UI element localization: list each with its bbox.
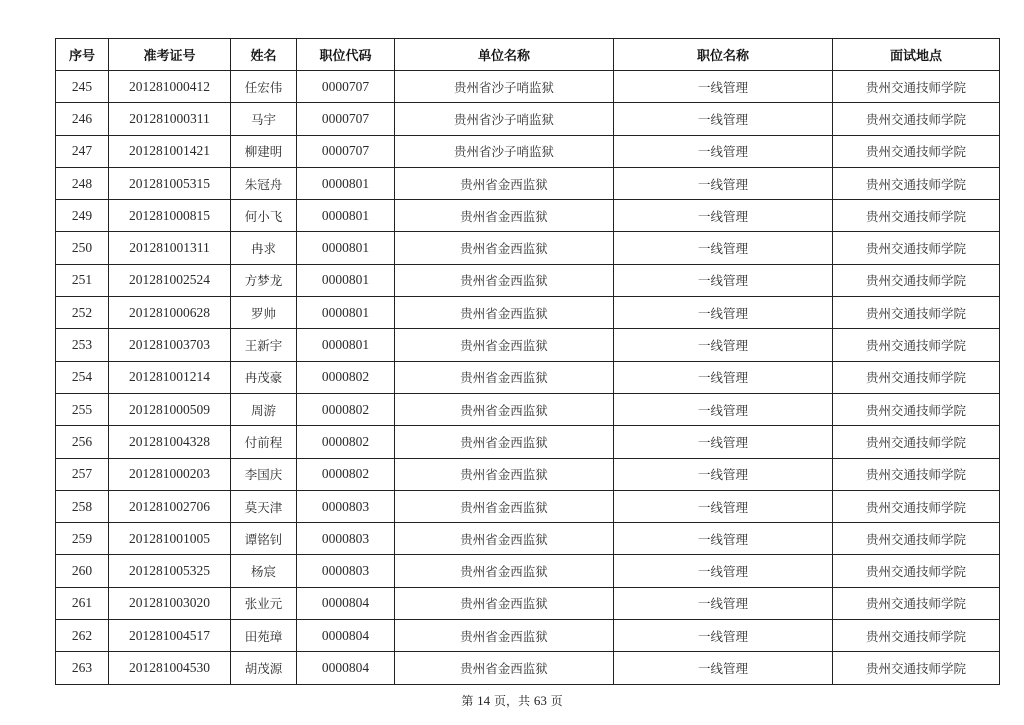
cell-position-name: 一线管理 [614, 167, 833, 199]
header-serial: 序号 [56, 39, 109, 71]
table-row [56, 103, 1000, 135]
cell-name: 方梦龙 [231, 264, 297, 296]
cell-unit-name: 贵州省金西监狱 [395, 329, 614, 361]
cell-serial: 247 [56, 135, 109, 167]
cell-ticket-number: 201281001421 [109, 135, 231, 167]
cell-interview-location: 贵州交通技师学院 [833, 200, 1000, 232]
cell-serial: 245 [56, 71, 109, 103]
table-row [56, 135, 1000, 167]
cell-unit-name: 贵州省金西监狱 [395, 490, 614, 522]
cell-position-name: 一线管理 [614, 135, 833, 167]
cell-serial: 255 [56, 393, 109, 425]
cell-position-code: 0000801 [297, 200, 395, 232]
cell-name: 马宇 [231, 103, 297, 135]
cell-position-code: 0000804 [297, 587, 395, 619]
cell-unit-name: 贵州省沙子哨监狱 [395, 135, 614, 167]
cell-position-name: 一线管理 [614, 103, 833, 135]
cell-unit-name: 贵州省金西监狱 [395, 523, 614, 555]
cell-unit-name: 贵州省金西监狱 [395, 264, 614, 296]
header-name: 姓名 [231, 39, 297, 71]
cell-unit-name: 贵州省金西监狱 [395, 620, 614, 652]
cell-interview-location: 贵州交通技师学院 [833, 620, 1000, 652]
cell-position-code: 0000801 [297, 297, 395, 329]
table-row [56, 393, 1000, 425]
cell-name: 李国庆 [231, 458, 297, 490]
cell-unit-name: 贵州省金西监狱 [395, 297, 614, 329]
header-interview-location: 面试地点 [833, 39, 1000, 71]
cell-ticket-number: 201281004517 [109, 620, 231, 652]
cell-interview-location: 贵州交通技师学院 [833, 264, 1000, 296]
cell-position-code: 0000804 [297, 652, 395, 684]
header-ticket-number: 准考证号 [109, 39, 231, 71]
cell-unit-name: 贵州省沙子哨监狱 [395, 103, 614, 135]
cell-ticket-number: 201281004328 [109, 426, 231, 458]
cell-position-code: 0000802 [297, 426, 395, 458]
cell-interview-location: 贵州交通技师学院 [833, 555, 1000, 587]
table-row [56, 361, 1000, 393]
cell-interview-location: 贵州交通技师学院 [833, 71, 1000, 103]
table-row [56, 329, 1000, 361]
cell-serial: 262 [56, 620, 109, 652]
cell-position-code: 0000707 [297, 71, 395, 103]
page-footer [0, 692, 1024, 709]
cell-ticket-number: 201281000311 [109, 103, 231, 135]
cell-ticket-number: 201281001005 [109, 523, 231, 555]
cell-position-name: 一线管理 [614, 264, 833, 296]
cell-name: 杨宸 [231, 555, 297, 587]
header-unit-name: 单位名称 [395, 39, 614, 71]
cell-name: 莫天津 [231, 490, 297, 522]
cell-position-code: 0000707 [297, 135, 395, 167]
table-row [56, 587, 1000, 619]
cell-ticket-number: 201281000815 [109, 200, 231, 232]
header-position-name: 职位名称 [614, 39, 833, 71]
table-row [56, 426, 1000, 458]
table-row [56, 620, 1000, 652]
cell-serial: 254 [56, 361, 109, 393]
cell-position-name: 一线管理 [614, 555, 833, 587]
table-row [56, 167, 1000, 199]
cell-name: 任宏伟 [231, 71, 297, 103]
cell-interview-location: 贵州交通技师学院 [833, 167, 1000, 199]
header-position-code: 职位代码 [297, 39, 395, 71]
table-row [56, 297, 1000, 329]
cell-position-name: 一线管理 [614, 200, 833, 232]
cell-serial: 251 [56, 264, 109, 296]
cell-position-code: 0000801 [297, 167, 395, 199]
cell-position-name: 一线管理 [614, 490, 833, 522]
cell-unit-name: 贵州省金西监狱 [395, 587, 614, 619]
cell-position-code: 0000803 [297, 490, 395, 522]
cell-unit-name: 贵州省金西监狱 [395, 393, 614, 425]
table-header-row [56, 39, 1000, 71]
cell-position-code: 0000801 [297, 232, 395, 264]
cell-unit-name: 贵州省金西监狱 [395, 167, 614, 199]
cell-interview-location: 贵州交通技师学院 [833, 361, 1000, 393]
cell-position-code: 0000707 [297, 103, 395, 135]
cell-serial: 256 [56, 426, 109, 458]
table-row [56, 490, 1000, 522]
cell-serial: 260 [56, 555, 109, 587]
cell-ticket-number: 201281000412 [109, 71, 231, 103]
footer-page-number: 14 [477, 693, 491, 708]
cell-interview-location: 贵州交通技师学院 [833, 135, 1000, 167]
cell-name: 罗帅 [231, 297, 297, 329]
cell-position-name: 一线管理 [614, 620, 833, 652]
table-body [56, 71, 1000, 685]
table-row [56, 458, 1000, 490]
cell-serial: 258 [56, 490, 109, 522]
cell-name: 谭铭钊 [231, 523, 297, 555]
cell-position-code: 0000801 [297, 264, 395, 296]
table-row [56, 71, 1000, 103]
cell-interview-location: 贵州交通技师学院 [833, 297, 1000, 329]
cell-unit-name: 贵州省沙子哨监狱 [395, 71, 614, 103]
footer-suffix: 页 [550, 694, 563, 708]
cell-interview-location: 贵州交通技师学院 [833, 393, 1000, 425]
cell-ticket-number: 201281001311 [109, 232, 231, 264]
cell-position-name: 一线管理 [614, 393, 833, 425]
cell-ticket-number: 201281004530 [109, 652, 231, 684]
cell-interview-location: 贵州交通技师学院 [833, 232, 1000, 264]
cell-name: 何小飞 [231, 200, 297, 232]
cell-unit-name: 贵州省金西监狱 [395, 458, 614, 490]
cell-name: 王新宇 [231, 329, 297, 361]
table-row [56, 523, 1000, 555]
table-row [56, 652, 1000, 684]
cell-serial: 257 [56, 458, 109, 490]
cell-serial: 261 [56, 587, 109, 619]
cell-ticket-number: 201281001214 [109, 361, 231, 393]
cell-ticket-number: 201281000628 [109, 297, 231, 329]
cell-position-code: 0000801 [297, 329, 395, 361]
cell-name: 柳建明 [231, 135, 297, 167]
cell-position-name: 一线管理 [614, 232, 833, 264]
cell-serial: 250 [56, 232, 109, 264]
cell-name: 胡茂源 [231, 652, 297, 684]
cell-position-code: 0000802 [297, 393, 395, 425]
cell-ticket-number: 201281002524 [109, 264, 231, 296]
cell-position-name: 一线管理 [614, 426, 833, 458]
cell-position-name: 一线管理 [614, 329, 833, 361]
cell-position-name: 一线管理 [614, 458, 833, 490]
cell-position-name: 一线管理 [614, 652, 833, 684]
candidate-table [55, 38, 1000, 685]
cell-interview-location: 贵州交通技师学院 [833, 523, 1000, 555]
cell-serial: 248 [56, 167, 109, 199]
cell-ticket-number: 201281000509 [109, 393, 231, 425]
cell-position-name: 一线管理 [614, 297, 833, 329]
cell-position-code: 0000802 [297, 458, 395, 490]
cell-position-name: 一线管理 [614, 361, 833, 393]
cell-position-name: 一线管理 [614, 71, 833, 103]
cell-name: 冉茂豪 [231, 361, 297, 393]
cell-name: 田苑璋 [231, 620, 297, 652]
cell-serial: 252 [56, 297, 109, 329]
cell-name: 张业元 [231, 587, 297, 619]
cell-name: 付前程 [231, 426, 297, 458]
cell-unit-name: 贵州省金西监狱 [395, 232, 614, 264]
cell-interview-location: 贵州交通技师学院 [833, 490, 1000, 522]
cell-unit-name: 贵州省金西监狱 [395, 555, 614, 587]
cell-name: 朱冠舟 [231, 167, 297, 199]
cell-ticket-number: 201281005315 [109, 167, 231, 199]
cell-interview-location: 贵州交通技师学院 [833, 652, 1000, 684]
cell-ticket-number: 201281005325 [109, 555, 231, 587]
table-row [56, 232, 1000, 264]
cell-unit-name: 贵州省金西监狱 [395, 426, 614, 458]
cell-position-code: 0000802 [297, 361, 395, 393]
cell-interview-location: 贵州交通技师学院 [833, 458, 1000, 490]
cell-name: 周游 [231, 393, 297, 425]
footer-total-pages: 63 [533, 693, 547, 708]
cell-serial: 253 [56, 329, 109, 361]
cell-unit-name: 贵州省金西监狱 [395, 652, 614, 684]
cell-interview-location: 贵州交通技师学院 [833, 426, 1000, 458]
cell-position-name: 一线管理 [614, 523, 833, 555]
table-row [56, 200, 1000, 232]
cell-ticket-number: 201281003020 [109, 587, 231, 619]
cell-interview-location: 贵州交通技师学院 [833, 329, 1000, 361]
cell-ticket-number: 201281002706 [109, 490, 231, 522]
footer-prefix: 第 [461, 694, 474, 708]
cell-ticket-number: 201281000203 [109, 458, 231, 490]
cell-serial: 263 [56, 652, 109, 684]
table-row [56, 555, 1000, 587]
cell-serial: 246 [56, 103, 109, 135]
document-page [55, 38, 999, 685]
cell-position-code: 0000804 [297, 620, 395, 652]
cell-interview-location: 贵州交通技师学院 [833, 103, 1000, 135]
cell-unit-name: 贵州省金西监狱 [395, 361, 614, 393]
cell-position-code: 0000803 [297, 523, 395, 555]
cell-name: 冉求 [231, 232, 297, 264]
cell-position-code: 0000803 [297, 555, 395, 587]
cell-serial: 259 [56, 523, 109, 555]
cell-unit-name: 贵州省金西监狱 [395, 200, 614, 232]
cell-serial: 249 [56, 200, 109, 232]
cell-interview-location: 贵州交通技师学院 [833, 587, 1000, 619]
cell-ticket-number: 201281003703 [109, 329, 231, 361]
table-row [56, 264, 1000, 296]
footer-middle: 页，共 [493, 694, 530, 708]
cell-position-name: 一线管理 [614, 587, 833, 619]
